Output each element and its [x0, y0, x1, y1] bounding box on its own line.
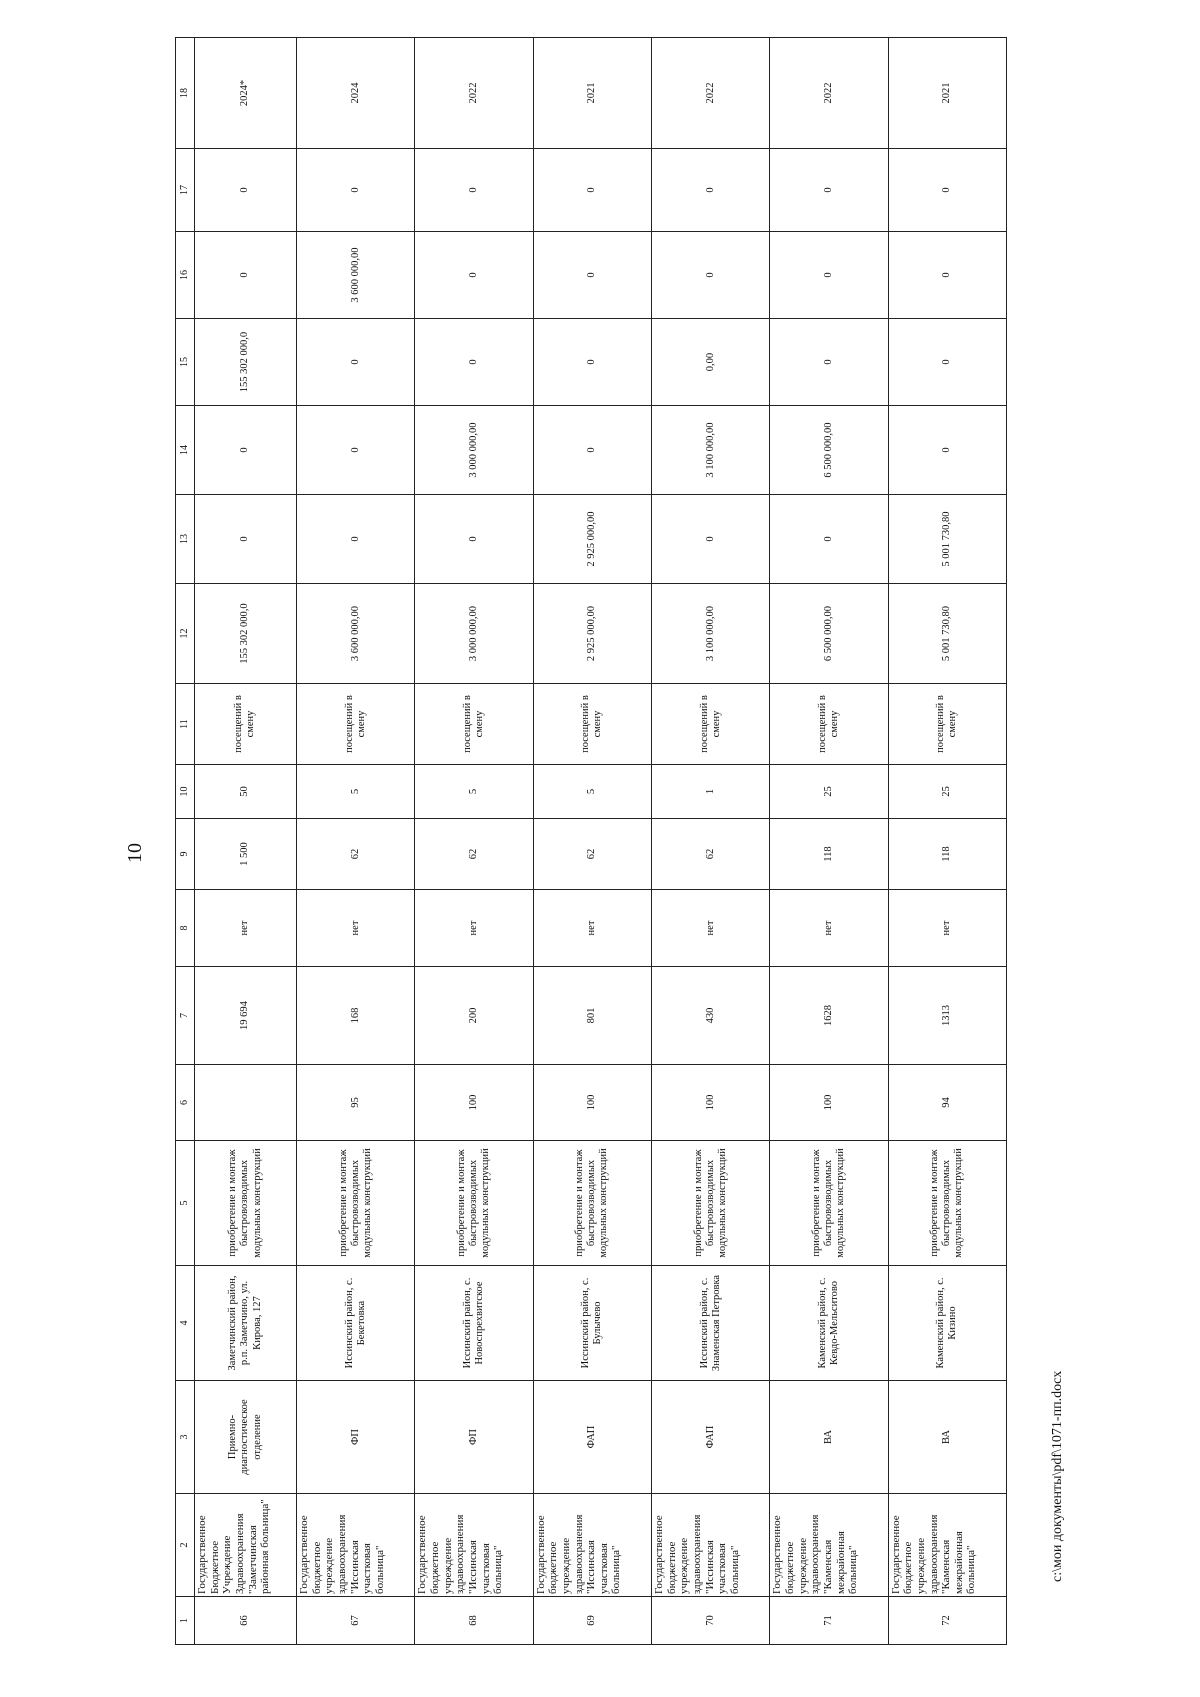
column-number-header: 5 — [176, 1141, 195, 1266]
column-number-header: 7 — [176, 967, 195, 1065]
row-number-cell: 68 — [415, 1597, 533, 1645]
cost-2021-cell: 2 925 000,00 — [533, 495, 651, 584]
cost-2022-cell: 0 — [195, 406, 297, 495]
cost-2021-cell: 0 — [415, 495, 533, 584]
work-type-cell: приобретение и монтаж быстровозводимых модульных конструкций — [651, 1141, 769, 1266]
cost-2023-cell: 0 — [533, 319, 651, 406]
population-cell: 1628 — [770, 967, 888, 1065]
total-cost-cell: 5 001 730,80 — [888, 584, 1006, 684]
cost-2023-cell: 0 — [296, 319, 414, 406]
completion-year-cell: 2024* — [195, 38, 297, 149]
address-cell: Каменский район, с. Кевдо-Мельситово — [770, 1266, 888, 1381]
existing-facility-cell: нет — [415, 890, 533, 967]
institution-name-cell: Государственное бюджетное учреждение здравоохранения "Иссинская участковая больница" — [651, 1494, 769, 1597]
existing-facility-cell: нет — [533, 890, 651, 967]
institution-name-cell: Государственное Бюджетное Учреждение Здравоохранения "Заметчинская районная больница" — [195, 1494, 297, 1597]
column-number-header: 17 — [176, 149, 195, 232]
capacity-per-shift-cell: 1 — [651, 765, 769, 819]
footer-file-path: c:\мои документы\pdf\1071-пп.docx — [1050, 1370, 1065, 1582]
address-cell: Заметчинский район, р.п. Заметчино, ул. Кирова, 127 — [195, 1266, 297, 1381]
column-number-header: 11 — [176, 684, 195, 765]
cost-2021-cell: 0 — [296, 495, 414, 584]
work-type-cell: приобретение и монтаж быстровозводимых модульных конструкций — [888, 1141, 1006, 1266]
completion-year-cell: 2021 — [533, 38, 651, 149]
existing-facility-cell: нет — [770, 890, 888, 967]
work-type-cell: приобретение и монтаж быстровозводимых модульных конструкций — [195, 1141, 297, 1266]
wear-percent-cell: 100 — [415, 1065, 533, 1141]
table-row — [195, 38, 297, 1645]
cost-2025-cell: 0 — [195, 149, 297, 232]
cost-2022-cell: 0 — [533, 406, 651, 495]
table-row — [888, 38, 1006, 1645]
cost-2024-cell: 0 — [888, 232, 1006, 319]
work-type-cell: приобретение и монтаж быстровозводимых модульных конструкций — [296, 1141, 414, 1266]
column-number-header: 16 — [176, 232, 195, 319]
column-number-header: 2 — [176, 1494, 195, 1597]
capacity-unit-cell: посещений в смену — [651, 684, 769, 765]
capacity-unit-cell: посещений в смену — [888, 684, 1006, 765]
institution-name-cell: Государственное бюджетное учреждение здравоохранения "Иссинская участковая больница" — [533, 1494, 651, 1597]
capacity-unit-cell: посещений в смену — [770, 684, 888, 765]
existing-facility-cell: нет — [296, 890, 414, 967]
capacity-unit-cell: посещений в смену — [533, 684, 651, 765]
cost-2025-cell: 0 — [296, 149, 414, 232]
column-number-header: 14 — [176, 406, 195, 495]
population-cell: 801 — [533, 967, 651, 1065]
cost-2021-cell: 0 — [770, 495, 888, 584]
existing-facility-cell: нет — [888, 890, 1006, 967]
cost-2024-cell: 0 — [533, 232, 651, 319]
table-row — [651, 38, 769, 1645]
facility-type-cell: ФП — [415, 1381, 533, 1494]
capacity-unit-cell: посещений в смену — [195, 684, 297, 765]
institution-name-cell: Государственное бюджетное учреждение здравоохранения "Иссинская участковая больница" — [296, 1494, 414, 1597]
table-row — [533, 38, 651, 1645]
facility-type-cell: Приемно-диагностическое отделение — [195, 1381, 297, 1494]
cost-2024-cell: 0 — [651, 232, 769, 319]
capacity-unit-cell: посещений в смену — [296, 684, 414, 765]
facility-type-cell: ФАП — [651, 1381, 769, 1494]
capacity-cell: 62 — [651, 819, 769, 890]
table-row — [770, 38, 888, 1645]
population-cell: 168 — [296, 967, 414, 1065]
cost-2025-cell: 0 — [415, 149, 533, 232]
cost-2023-cell: 0,00 — [651, 319, 769, 406]
row-number-cell: 69 — [533, 1597, 651, 1645]
completion-year-cell: 2024 — [296, 38, 414, 149]
wear-percent-cell: 95 — [296, 1065, 414, 1141]
cost-2022-cell: 0 — [888, 406, 1006, 495]
facility-type-cell: ФП — [296, 1381, 414, 1494]
address-cell: Иссинский район, с. Знаменская Петровка — [651, 1266, 769, 1381]
existing-facility-cell: нет — [651, 890, 769, 967]
capacity-unit-cell: посещений в смену — [415, 684, 533, 765]
total-cost-cell: 3 000 000,00 — [415, 584, 533, 684]
work-type-cell: приобретение и монтаж быстровозводимых модульных конструкций — [533, 1141, 651, 1266]
institution-name-cell: Государственное бюджетное учреждение здравоохранения "Каменская межрайонная больница" — [888, 1494, 1006, 1597]
cost-2022-cell: 6 500 000,00 — [770, 406, 888, 495]
page-number: 10 — [124, 843, 146, 863]
work-type-cell: приобретение и монтаж быстровозводимых модульных конструкций — [415, 1141, 533, 1266]
row-number-cell: 70 — [651, 1597, 769, 1645]
total-cost-cell: 3 600 000,00 — [296, 584, 414, 684]
table-row — [415, 38, 533, 1645]
cost-2025-cell: 0 — [888, 149, 1006, 232]
row-number-cell: 66 — [195, 1597, 297, 1645]
total-cost-cell: 155 302 000,0 — [195, 584, 297, 684]
column-number-header: 4 — [176, 1266, 195, 1381]
column-number-row — [176, 38, 195, 1645]
cost-2023-cell: 155 302 000,0 — [195, 319, 297, 406]
capacity-cell: 1 500 — [195, 819, 297, 890]
address-cell: Иссинский район, с. Новоспрехвитское — [415, 1266, 533, 1381]
budget-table — [175, 37, 1007, 1645]
cost-2025-cell: 0 — [770, 149, 888, 232]
capacity-per-shift-cell: 5 — [296, 765, 414, 819]
wear-percent-cell: 94 — [888, 1065, 1006, 1141]
existing-facility-cell: нет — [195, 890, 297, 967]
column-number-header: 8 — [176, 890, 195, 967]
wear-percent-cell: 100 — [651, 1065, 769, 1141]
column-number-header: 13 — [176, 495, 195, 584]
wear-percent-cell: 100 — [533, 1065, 651, 1141]
column-number-header: 1 — [176, 1597, 195, 1645]
row-number-cell: 72 — [888, 1597, 1006, 1645]
cost-2024-cell: 0 — [770, 232, 888, 319]
institution-name-cell: Государственное бюджетное учреждение здравоохранения "Каменская межрайонная больница" — [770, 1494, 888, 1597]
row-number-cell: 71 — [770, 1597, 888, 1645]
column-number-header: 18 — [176, 38, 195, 149]
cost-2024-cell: 3 600 000,00 — [296, 232, 414, 319]
population-cell: 430 — [651, 967, 769, 1065]
column-number-header: 9 — [176, 819, 195, 890]
address-cell: Каменский район, с. Кизино — [888, 1266, 1006, 1381]
cost-2023-cell: 0 — [770, 319, 888, 406]
institution-name-cell: Государственное бюджетное учреждение здравоохранения "Иссинская участковая больница" — [415, 1494, 533, 1597]
wear-percent-cell — [195, 1065, 297, 1141]
facility-type-cell: ФАП — [533, 1381, 651, 1494]
capacity-per-shift-cell: 25 — [770, 765, 888, 819]
cost-2022-cell: 3 000 000,00 — [415, 406, 533, 495]
total-cost-cell: 3 100 000,00 — [651, 584, 769, 684]
cost-2021-cell: 0 — [195, 495, 297, 584]
column-number-header: 15 — [176, 319, 195, 406]
capacity-per-shift-cell: 5 — [415, 765, 533, 819]
address-cell: Иссинский район, с. Булычево — [533, 1266, 651, 1381]
population-cell: 1313 — [888, 967, 1006, 1065]
address-cell: Иссинский район, с. Бекетовка — [296, 1266, 414, 1381]
cost-2023-cell: 0 — [415, 319, 533, 406]
column-number-header: 10 — [176, 765, 195, 819]
cost-2023-cell: 0 — [888, 319, 1006, 406]
cost-2022-cell: 3 100 000,00 — [651, 406, 769, 495]
cost-2022-cell: 0 — [296, 406, 414, 495]
capacity-cell: 62 — [533, 819, 651, 890]
column-number-header: 3 — [176, 1381, 195, 1494]
capacity-per-shift-cell: 50 — [195, 765, 297, 819]
cost-2025-cell: 0 — [651, 149, 769, 232]
wear-percent-cell: 100 — [770, 1065, 888, 1141]
capacity-cell: 62 — [296, 819, 414, 890]
row-number-cell: 67 — [296, 1597, 414, 1645]
population-cell: 200 — [415, 967, 533, 1065]
column-number-header: 6 — [176, 1065, 195, 1141]
facility-type-cell: ВА — [888, 1381, 1006, 1494]
cost-2021-cell: 0 — [651, 495, 769, 584]
completion-year-cell: 2022 — [651, 38, 769, 149]
column-number-header: 12 — [176, 584, 195, 684]
work-type-cell: приобретение и монтаж быстровозводимых модульных конструкций — [770, 1141, 888, 1266]
capacity-per-shift-cell: 5 — [533, 765, 651, 819]
completion-year-cell: 2021 — [888, 38, 1006, 149]
total-cost-cell: 2 925 000,00 — [533, 584, 651, 684]
table-row — [296, 38, 414, 1645]
cost-2025-cell: 0 — [533, 149, 651, 232]
capacity-cell: 62 — [415, 819, 533, 890]
budget-table-container — [175, 38, 1007, 1645]
capacity-cell: 118 — [770, 819, 888, 890]
cost-2024-cell: 0 — [415, 232, 533, 319]
completion-year-cell: 2022 — [415, 38, 533, 149]
cost-2021-cell: 5 001 730,80 — [888, 495, 1006, 584]
population-cell: 19 694 — [195, 967, 297, 1065]
capacity-cell: 118 — [888, 819, 1006, 890]
facility-type-cell: ВА — [770, 1381, 888, 1494]
capacity-per-shift-cell: 25 — [888, 765, 1006, 819]
cost-2024-cell: 0 — [195, 232, 297, 319]
completion-year-cell: 2022 — [770, 38, 888, 149]
total-cost-cell: 6 500 000,00 — [770, 584, 888, 684]
